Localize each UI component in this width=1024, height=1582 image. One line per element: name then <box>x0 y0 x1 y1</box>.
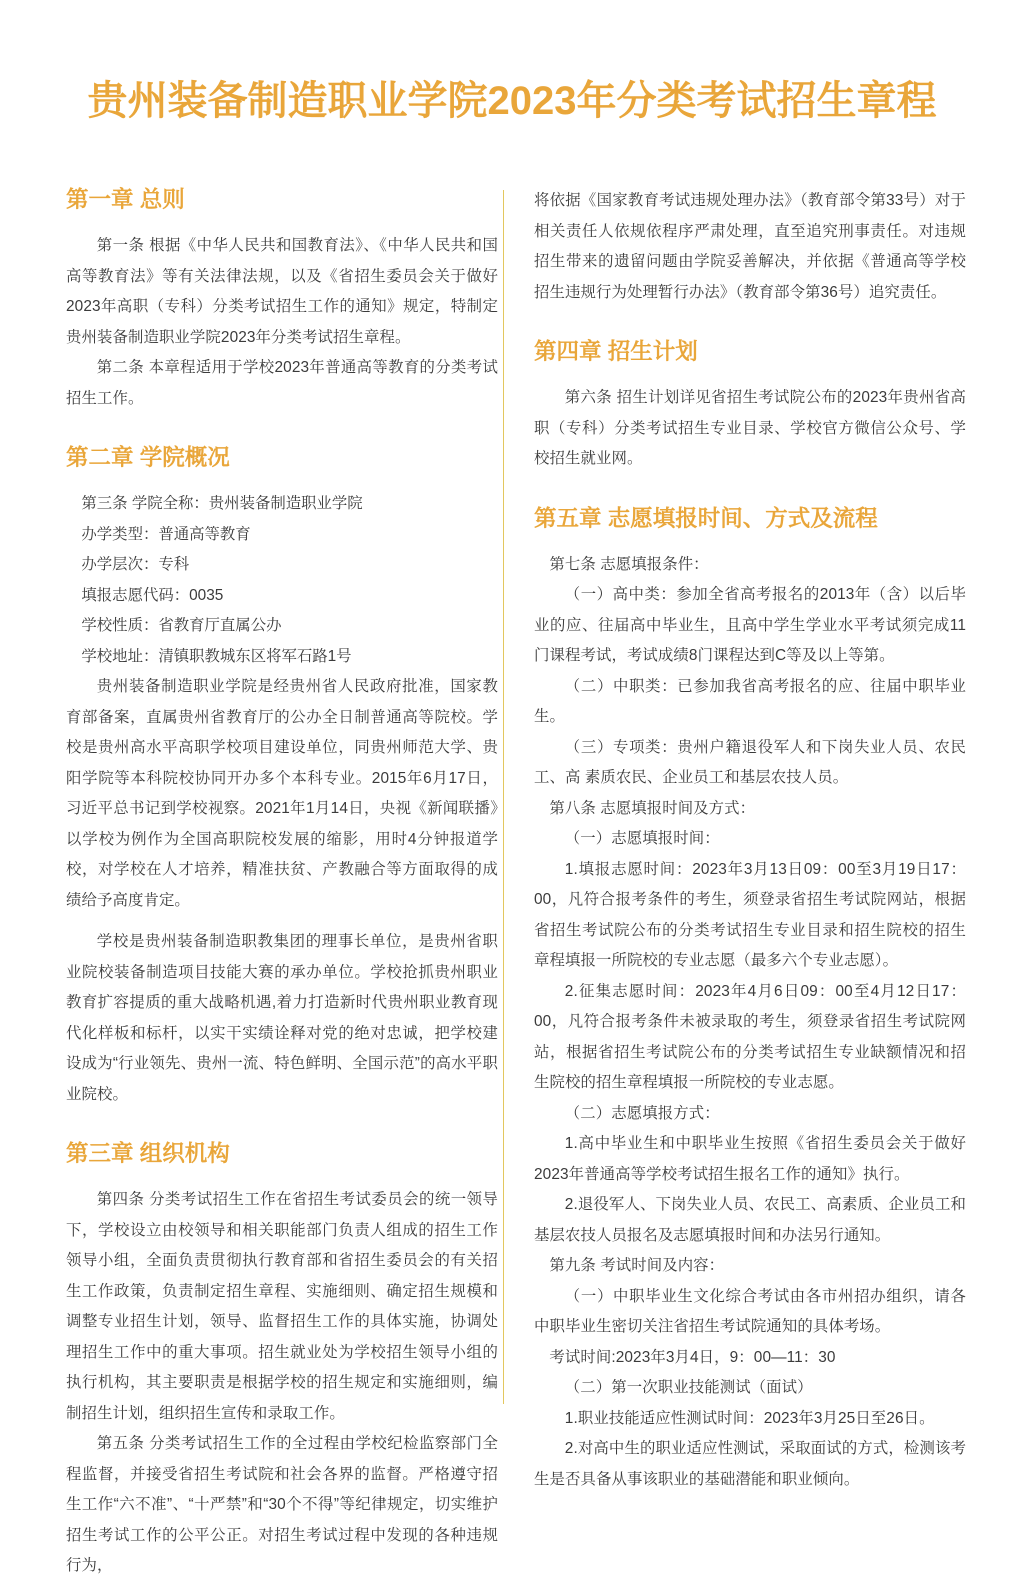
chapter-5-article-9-item-2: （二）第一次职业技能测试（面试） <box>564 1379 813 1397</box>
chapter-5-skill-test-2: 2.对高中生的职业适应性测试，采取面试的方式，检测该考生是否具备从事该职业的基础潜能和职业倾向。 <box>534 1440 966 1488</box>
info-item-school-type: 办学类型：普通高等教育 <box>81 525 251 543</box>
spacer <box>66 414 498 444</box>
institution-info-list <box>66 489 498 672</box>
chapter-5-article-8-method-2: 2.退役军人、下岗失业人员、农民工、高素质、企业员工和基层农技人员报名及志愿填报时间和办法另行通知。 <box>534 1196 966 1244</box>
chapter-5-article-8-sub-2: 2.征集志愿时间：2023年4月6日09：00至4月12日17：00，凡符合报考条件未被录取的考生，须登录省招生考试院网站，根据省招生考试院公布的分类考试招生专业缺额情况和招生院校的招生章程填报一所院校的专业志愿。 <box>534 982 966 1092</box>
page-title: 贵州装备制造职业学院2023年分类考试招生章程 <box>87 79 937 123</box>
chapter-2-heading: 第二章 学院概况 <box>66 445 230 471</box>
two-column-body <box>0 186 1024 1575</box>
chapter-5-article-9: 第九条 考试时间及内容： <box>549 1257 725 1275</box>
chapter-5-article-7: 第七条 志愿填报条件： <box>549 555 709 573</box>
info-item-nature: 学校性质：省教育厅直属公办 <box>81 617 282 635</box>
chapter-1-heading: 第一章 总则 <box>66 187 185 212</box>
chapter-5-article-8-sub-1: 1.填报志愿时间：2023年3月13日09：00至3月19日17：00，凡符合报考条件的考生，须登录省招生考试院网站，根据省招生考试院公布的分类考试招生专业目录和招生院校的招生章程填报一所院校的专业志愿（最多六个专业志愿）。 <box>534 860 966 970</box>
chapter-5-article-8-item-2: （二）志愿填报方式： <box>564 1104 720 1122</box>
chapter-4-article-6: 第六条 招生计划详见省招生考试院公布的2023年贵州省高职（专科）分类考试招生专业目录、学校官方微信公众号、学校招生就业网。 <box>534 389 966 468</box>
spacer <box>534 475 966 505</box>
spacer <box>66 1110 498 1140</box>
chapter-1-article-1: 第一条 根据《中华人民共和国教育法》、《中华人民共和国高等教育法》等有关法律法规，以及《省招生委员会关于做好2023年高职（专科）分类考试招生工作的通知》规定，特制定贵州装备制造职业学院2023年分类考试招生章程。 <box>66 237 498 346</box>
info-item-full-name: 第三条 学院全称：贵州装备制造职业学院 <box>81 495 363 513</box>
info-item-address: 学校地址：清镇职教城东区将军石路1号 <box>81 647 352 665</box>
chapter-5-article-7-item-3: （三）专项类：贵州户籍退役军人和下岗失业人员、农民工、高 素质农民、企业员工和基层农技人员。 <box>534 738 966 787</box>
chapter-5-article-7-item-2: （二）中职类：已参加我省高考报名的应、往届中职毕业生。 <box>534 677 966 726</box>
chapter-5-heading: 第五章 志愿填报时间、方式及流程 <box>534 505 878 531</box>
column-divider <box>503 190 504 1404</box>
chapter-5-article-8: 第八条 志愿填报时间及方式： <box>549 799 756 817</box>
chapter-5-article-7-item-1: （一）高中类：参加全省高考报名的2013年（含）以后毕业的应、往届高中毕业生，且高中学生学业水平考试须完成11门课程考试，考试成绩8门课程达到C等及以上等第。 <box>534 586 966 665</box>
chapter-5-skill-test-1: 1.职业技能适应性测试时间：2023年3月25日至26日。 <box>564 1409 935 1427</box>
left-column <box>66 186 498 1582</box>
spacer <box>534 308 966 338</box>
chapter-5-exam-time: 考试时间:2023年3月4日，9：00—11：30 <box>549 1348 836 1366</box>
chapter-5-article-9-item-1: （一）中职毕业生文化综合考试由各市州招办组织，请各中职毕业生密切关注省招生考试院通知的具体考场。 <box>534 1287 966 1336</box>
info-item-code: 填报志愿代码：0035 <box>81 586 224 604</box>
chapter-3-heading: 第三章 组织机构 <box>66 1141 230 1167</box>
chapter-1-article-2: 第二条 本章程适用于学校2023年普通高等教育的分类考试招生工作。 <box>66 359 498 407</box>
right-column <box>534 186 966 1495</box>
chapter-2-paragraph-1: 贵州装备制造职业学院是经贵州省人民政府批准，国家教育部备案，直属贵州省教育厅的公办全日制普通高等院校。学校是贵州高水平高职学校项目建设单位，同贵州师范大学、贵阳学院等本科院校协同开办多个本科专业。2015年6月17日，习近平总书记到学校视察。2021年1月14日，央视《新闻联播》以学校为例作为全国高职院校发展的缩影，用时4分钟报道学校，对学校在人才培养，精准扶贫、产教融合等方面取得的成绩给予高度肯定。 <box>66 678 498 909</box>
chapter-3-article-4: 第四条 分类考试招生工作在省招生考试委员会的统一领导下，学校设立由校领导和相关职能部门负责人组成的招生工作领导小组，全面负责贯彻执行教育部和省招生委员会的有关招生工作政策，负责制定招生章程、实施细则、确定招生规模和调整专业招生计划，领导、监督招生工作的具体实施，协调处理招生工作中的重大事项。招生就业处为学校招生领导小组的执行机构，其主要职责是根据学校的招生规定和实施细则，编制招生计划，组织招生宣传和录取工作。 <box>66 1191 498 1422</box>
chapter-5-article-8-method-1: 1.高中毕业生和中职毕业生按照《省招生委员会关于做好2023年普通高等学校考试招生报名工作的通知》执行。 <box>534 1135 966 1183</box>
chapter-3-article-5: 第五条 分类考试招生工作的全过程由学校纪检监察部门全程监督，并接受省招生考试院和社会各界的监督。严格遵守招生工作“六不准”、“十严禁”和“30个不得”等纪律规定，切实维护招生考试工作的公平公正。对招生考试过程中发现的各种违规行为， <box>66 1435 498 1575</box>
chapter-3-article-5-continuation: 将依据《国家教育考试违规处理办法》（教育部令第33号）对于相关责任人依规依程序严肃处理，直至追究刑事责任。对违规招生带来的遗留问题由学院妥善解决，并依据《普通高等学校招生违规行为处理暂行办法》（教育部令第36号）追究责任。 <box>534 192 966 301</box>
info-item-level: 办学层次：专科 <box>81 556 190 574</box>
chapter-4-heading: 第四章 招生计划 <box>534 339 698 364</box>
spacer <box>66 916 498 927</box>
chapter-5-article-8-item-1: （一）志愿填报时间： <box>564 830 720 848</box>
chapter-2-paragraph-2: 学校是贵州装备制造职教集团的理事长单位，是贵州省职业院校装备制造项目技能大赛的承办单位。学校抢抓贵州职业教育扩容提质的重大战略机遇,着力打造新时代贵州职业教育现代化样板和标杆，以实干实绩诠释对党的绝对忠诚，把学校建设成为“行业领先、贵州一流、特色鲜明、全国示范”的高水平职业院校。 <box>66 933 498 1103</box>
